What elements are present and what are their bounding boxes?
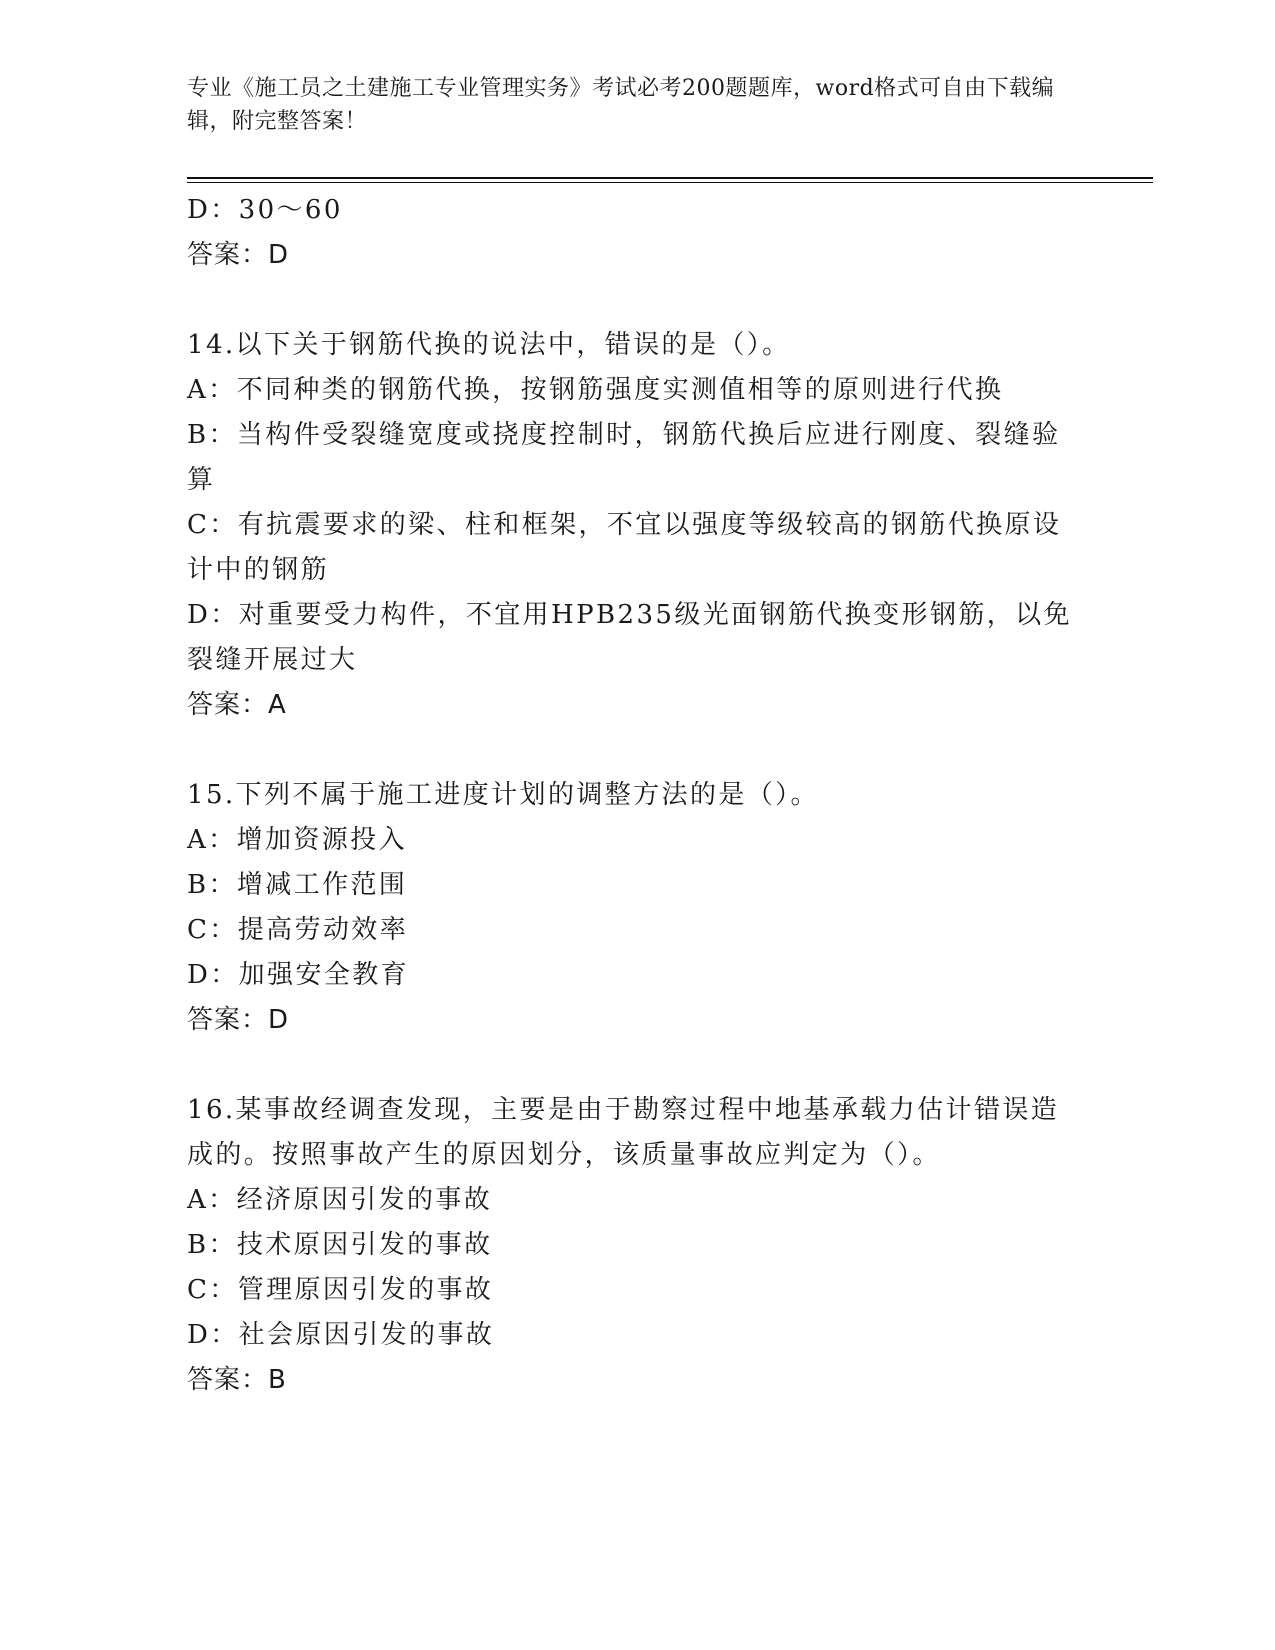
document-header: 专业《施工员之土建施工专业管理实务》考试必考200题题库，word格式可自由下载编辑，附完整答案！ <box>187 76 1055 134</box>
option-c: C：提高劳动效率 <box>187 915 409 945</box>
question-stem: 16.某事故经调查发现，主要是由于勘察过程中地基承载力估计错误造成的。按照事故产生的原因划分，该质量事故应判定为（）。 <box>187 1095 1060 1170</box>
question-15 <box>187 773 1077 1043</box>
answer: 答案：A <box>187 690 287 720</box>
question-14 <box>187 323 1077 728</box>
prev-option-d: D：30～60 <box>187 195 343 225</box>
question-stem: 15.下列不属于施工进度计划的调整方法的是（）。 <box>187 780 819 810</box>
prev-answer: 答案：D <box>187 240 290 270</box>
option-d: D：对重要受力构件，不宜用HPB235级光面钢筋代换变形钢筋，以免裂缝开展过大 <box>187 600 1072 675</box>
option-a: A：经济原因引发的事故 <box>187 1185 493 1215</box>
answer: 答案：D <box>187 1005 290 1035</box>
option-b: B：技术原因引发的事故 <box>187 1230 493 1260</box>
answer: 答案：B <box>187 1365 287 1395</box>
option-d: D：社会原因引发的事故 <box>187 1320 495 1350</box>
option-b: B：当构件受裂缝宽度或挠度控制时，钢筋代换后应进行刚度、裂缝验算 <box>187 420 1061 495</box>
header-rule-thick <box>187 177 1153 179</box>
option-a: A：增加资源投入 <box>187 825 407 855</box>
option-a: A：不同种类的钢筋代换，按钢筋强度实测值相等的原则进行代换 <box>187 375 1004 405</box>
header-rule-thin <box>187 182 1153 183</box>
option-c: C：管理原因引发的事故 <box>187 1275 494 1305</box>
question-16 <box>187 1088 1077 1403</box>
option-d: D：加强安全教育 <box>187 960 410 990</box>
option-c: C：有抗震要求的梁、柱和框架，不宜以强度等级较高的钢筋代换原设计中的钢筋 <box>187 510 1062 585</box>
question-content <box>187 188 1077 1403</box>
question-stem: 14.以下关于钢筋代换的说法中，错误的是（）。 <box>187 330 791 360</box>
option-b: B：增减工作范围 <box>187 870 408 900</box>
